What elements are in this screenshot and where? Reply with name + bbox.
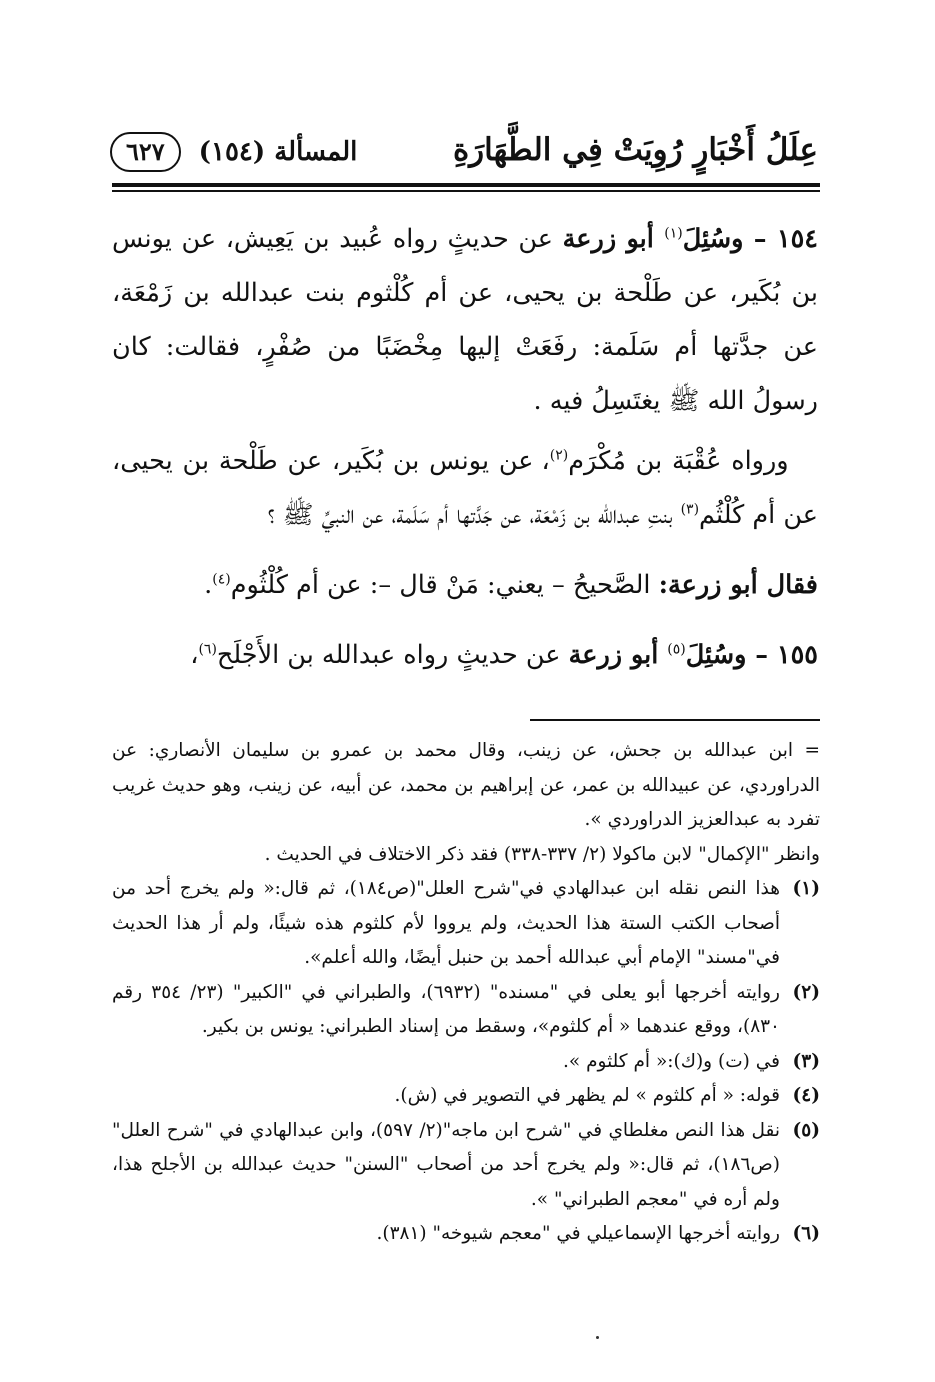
paragraph-text: ، عن يونس بن بُكَير، عن طَلْحة بن يحيى، عن أم كُلْثُم xyxy=(112,446,818,530)
footnote-item xyxy=(112,976,820,1045)
paragraph-riwaya xyxy=(112,434,818,542)
footnote-item xyxy=(112,1079,820,1114)
issue-label: المسألة (١٥٤) xyxy=(198,137,358,167)
paragraph-154 xyxy=(112,212,818,428)
footnote-number: (١) xyxy=(792,878,820,899)
footnote-number: (٣) xyxy=(792,1050,820,1072)
footnote-ref: (٦) xyxy=(198,641,217,658)
footnote-text: روايته أخرجها الإسماعيلي في "معجم شيوخه" (٣٨١). xyxy=(376,1223,780,1244)
header-rule-thick xyxy=(112,183,820,187)
footnote-text: هذا النص نقله ابن عبدالهادي في"شرح العلل"(ص١٨٤)، ثم قال:« ولم يخرج أحد من أصحاب الكتب الستة هذا الحديث، ولم يرووا لأم كلثوم هذه شيئًا، ولم أر هذا الحديث في"مسند" الإمام أبي عبدالله أحمد بن حنبل أيضًا، والله أعلم». xyxy=(112,878,780,968)
answer-lead: فقال أبو زرعة: xyxy=(658,570,818,600)
page-number: ٦٢٧ xyxy=(110,132,181,172)
paragraph-answer xyxy=(112,558,818,612)
paragraph-text: عن حديثٍ رواه عُبيد بن يَعِيش، عن يونس بن بُكَير، عن طَلْحة بن يحيى، عن أم كُلْثوم بنت عبدالله بن زَمْعَة، عن جدَّتها أم سَلَمة: رفَعَتْ إليها مِخْضَبًا من صُفْرٍ، فقالت: كان رسولُ الله ﷺ يغتَسِلُ فيه . xyxy=(112,224,818,416)
paragraph-text: الصَّحيحُ – يعني: مَنْ قال –: عن أم كُلْثُوم xyxy=(230,570,659,600)
footnote-text: نقل هذا النص مغلطاي في "شرح ابن ماجه"(٢/ ٥٩٧)، وابن عبدالهادي في "شرح العلل"(ص١٨٦)، ثم قال:« ولم يخرج أحد من أصحاب "السنن" حديث عبدالله بن الأجلح هذا، ولم أره في "معجم الطبراني" ». xyxy=(112,1119,780,1210)
question-number: ١٥٥ – وسُئِلَ xyxy=(685,640,818,670)
footnote-continuation: وانظر "الإكمال" لابن ماكولا (٢/ ٣٣٧-٣٣٨) فقد ذكر الاختلاف في الحديث . xyxy=(264,843,820,865)
narrator-name: أبو زرعة xyxy=(568,640,668,670)
header-rule-thin xyxy=(112,190,820,192)
paragraph-text: بنتِ عبدالله بن زَمْعَة، عن جَدَّتها أم سَلَمة، عن النبيِّ ﷺ ؟ xyxy=(267,500,681,530)
book-title: عِلَلُ أَخْبَارٍ رُوِيَتْ فِي الطَّهَارَةِ xyxy=(452,132,818,168)
footnote-item xyxy=(112,1217,820,1252)
footnotes xyxy=(112,734,820,1252)
footnote-text: في (ت) و(ك):« أم كلثوم ». xyxy=(562,1050,780,1072)
footnote-number: (٥) xyxy=(792,1119,820,1141)
footnote-text: قوله: « أم كلثوم » لم يظهر في التصوير في (ش). xyxy=(394,1085,780,1106)
footnote-ref: (٥) xyxy=(667,641,686,658)
footnote-separator xyxy=(530,719,820,721)
main-text xyxy=(112,212,818,682)
paragraph-text: . xyxy=(204,570,213,600)
paragraph-text: ، xyxy=(190,640,199,670)
issue-heading xyxy=(110,132,357,172)
paragraph-text: ورواه عُقْبَة بن مُكْرَم xyxy=(568,446,789,476)
footnote-item xyxy=(112,872,820,976)
page-header xyxy=(110,128,818,176)
footnote-continuation: = ابن عبدالله بن جحش، عن زينب، وقال محمد بن عمرو بن سليمان الأنصاري: عن الدراوردي، عن عبيدالله بن عمر، عن إبراهيم بن محمد، عن أبيه، عن زينب، وهو حديث غريب تفرد به عبدالعزيز الدراوردي ». xyxy=(112,740,820,830)
question-number: ١٥٤ – وسُئِلَ xyxy=(682,224,818,254)
scan-speck xyxy=(596,1336,599,1339)
footnote-number: (٦) xyxy=(792,1223,820,1244)
footnote-ref: (٤) xyxy=(212,571,231,588)
footnote-item xyxy=(112,1114,820,1218)
footnote-number: (٤) xyxy=(792,1085,820,1106)
paragraph-155 xyxy=(112,628,818,682)
footnote-ref: (٣) xyxy=(680,501,700,518)
narrator-name: أبو زرعة xyxy=(562,224,665,254)
footnote-item xyxy=(112,1045,820,1080)
paragraph-text: عن حديثٍ رواه عبدالله بن الأَجْلَح xyxy=(216,640,569,670)
footnote-ref: (١) xyxy=(664,225,683,242)
footnote-text: روايته أخرجها أبو يعلى في "مسنده" (٦٩٣٢)، والطبراني في "الكبير" (٢٣/ ٣٥٤ رقم ٨٣٠)، ووقع عندهما « أم كلثوم»، وسقط من إسناد الطبراني: يونس بن بكير. xyxy=(112,981,780,1037)
footnote-ref: (٢) xyxy=(549,447,569,464)
footnote-number: (٢) xyxy=(792,981,820,1003)
